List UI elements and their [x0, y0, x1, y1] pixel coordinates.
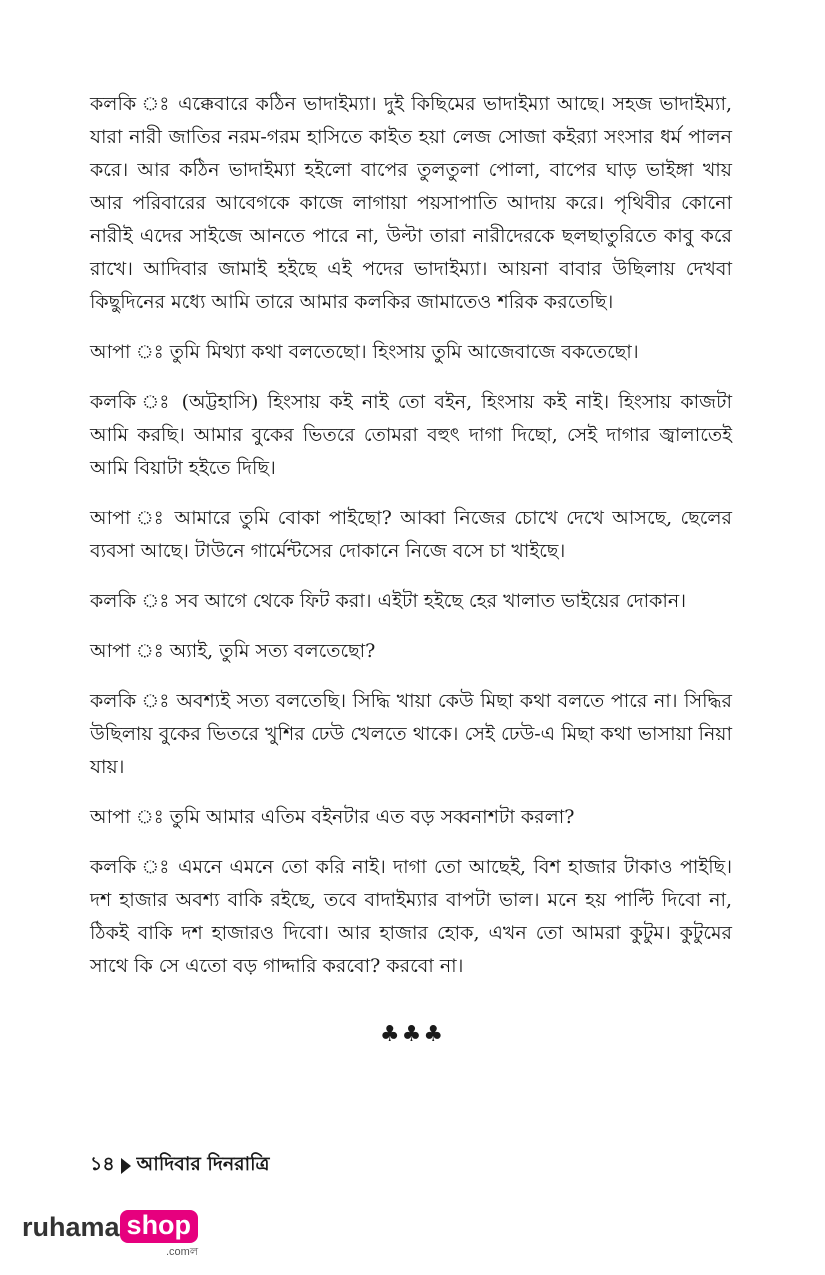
logo-text-dotcom: .comল: [166, 1246, 199, 1258]
watermark-logo: [22, 1210, 199, 1258]
dialogue-paragraph: আপা ঃ তুমি আমার এতিম বইনটার এত বড় সব্বনাশটা করলা?: [90, 806, 575, 828]
dialogue-paragraph: কলকি ঃ এমনে এমনে তো করি নাই। দাগা তো আছেই, বিশ হাজার টাকাও পাইছি। দশ হাজার অবশ্য বাকি রইছে, তবে বাদাইম্যার বাপটা ভাল। মনে হয় পাল্টি দিবো না, ঠিকই বাকি দশ হাজারও দিবো। আর হাজার হোক, এখন তো আমরা কুটুম। কুটুমের সাথে কি সে এতো বড় গাদ্দারি করবো? করবো না।: [90, 856, 732, 977]
logo-text-shop: shop: [126, 1210, 192, 1240]
dialogue-paragraph: কলকি ঃ (অট্টহাসি) হিংসায় কই নাই তো বইন, হিংসায় কই নাই। হিংসায় কাজটা আমি করছি। আমার বুকের ভিতরে তোমরা বহুৎ দাগা দিছো, সেই দাগার জ্বালাতেই আমি বিয়াটা হইতে দিছি।: [90, 391, 732, 479]
dialogue-paragraph: আপা ঃ অ্যাই, তুমি সত্য বলতেছো?: [90, 640, 376, 662]
page-number: ১৪: [90, 1153, 115, 1175]
dialogue-paragraph: আপা ঃ আমারে তুমি বোকা পাইছো? আব্বা নিজের চোখে দেখে আসছে, ছেলের ব্যবসা আছে। টাউনে গার্মেন্টসের দোকানে নিজে বসে চা খাইছে।: [90, 507, 732, 562]
logo-text-ruhama: ruhama: [22, 1212, 120, 1242]
dialogue-paragraph: কলকি ঃ এক্কেবারে কঠিন ভাদাইম্যা। দুই কিছিমের ভাদাইম্যা আছে। সহজ ভাদাইম্যা, যারা নারী জাতির নরম-গরম হাসিতে কাইত হয়া লেজ সোজা কইর‍্যা সংসার ধর্ম পালন করে। আর কঠিন ভাদাইম্যা হইলো বাপের তুলতুলা পোলা, বাপের ঘাড় ভাইঙ্গা খায় আর পরিবারের আবেগকে কাজে লাগায়া পয়সাপাতি আদায় করে। পৃথিবীর কোনো নারীই এদের সাইজে আনতে পারে না, উল্টা তারা নারীদেরকে ছলছাতুরিতে কাবু করে রাখে। আদিবার জামাই হইছে এই পদের ভাদাইম্যা। আয়না বাবার উছিলায় দেখবা কিছুদিনের মধ্যে আমি তারে আমার কলকির জামাতেও শরিক করতেছি।: [90, 93, 732, 313]
page-footer: [90, 1150, 270, 1182]
section-break-ornament: ♣♣♣: [379, 1022, 446, 1047]
dialogue-paragraph: কলকি ঃ অবশ্যই সত্য বলতেছি। সিদ্ধি খায়া কেউ মিছা কথা বলতে পারে না। সিদ্ধির উছিলায় বুকের ভিতরে খুশির ঢেউ খেলতে থাকে। সেই ঢেউ-এ মিছা কথা ভাসায়া নিয়া যায়।: [90, 690, 732, 778]
text-body: [90, 88, 732, 1000]
dialogue-paragraph: কলকি ঃ সব আগে থেকে ফিট করা। এইটা হইছে হের খালাত ভাইয়ের দোকান।: [90, 590, 687, 612]
book-title: আদিবার দিনরাত্রি: [136, 1153, 270, 1175]
dialogue-paragraph: আপা ঃ তুমি মিথ্যা কথা বলতেছো। হিংসায় তুমি আজেবাজে বকতেছো।: [90, 341, 639, 363]
triangle-right-icon: [121, 1158, 131, 1174]
logo-shop-box: [120, 1210, 199, 1258]
